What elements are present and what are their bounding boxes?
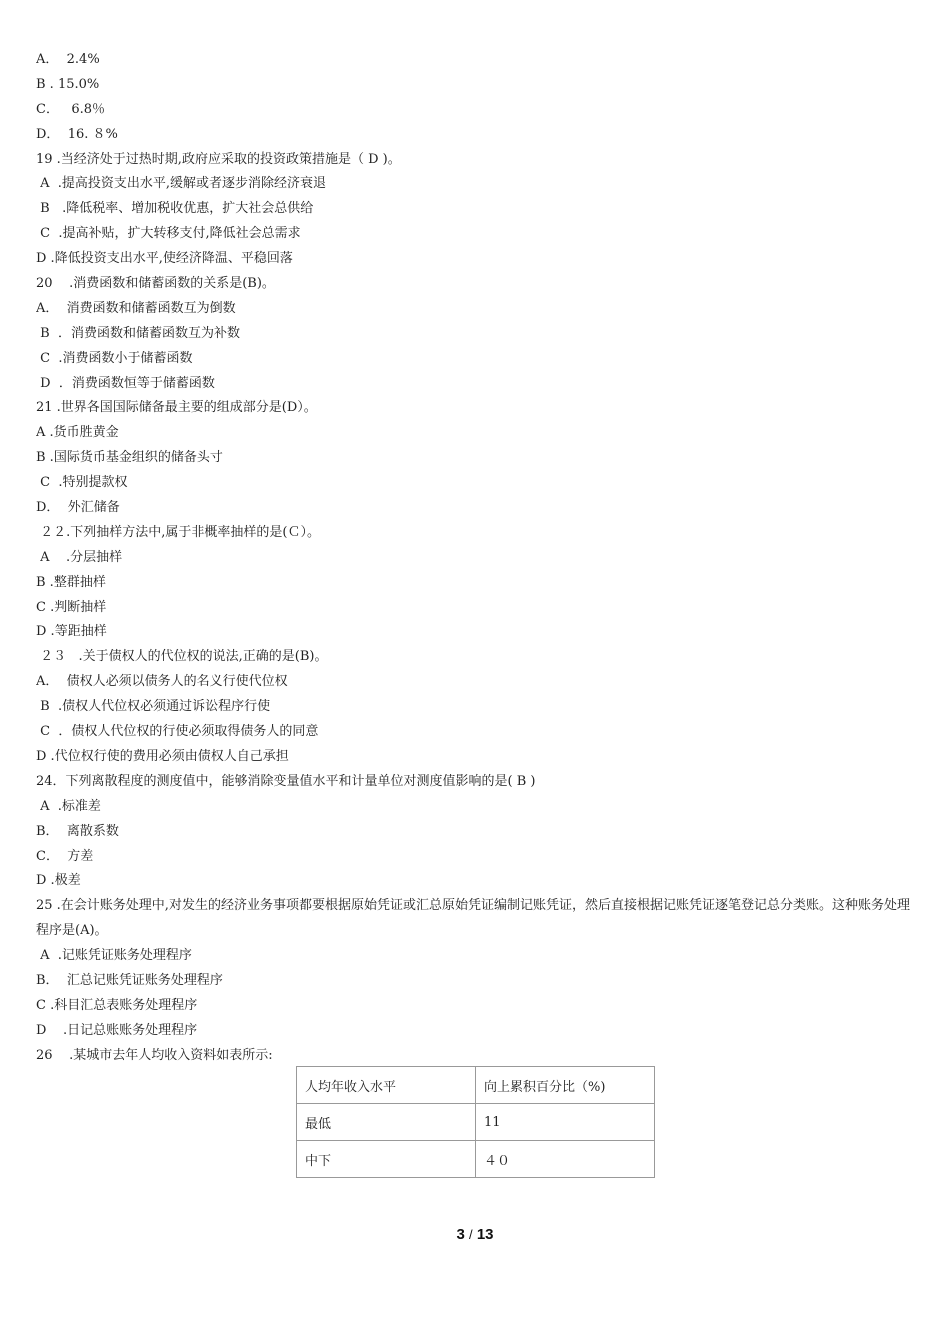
text-line: C． 方差 bbox=[36, 848, 94, 864]
text-line: C .判断抽样 bbox=[36, 599, 107, 615]
text-line: 26 .某城市去年人均收入资料如表所示: bbox=[36, 1047, 273, 1063]
text-line: C .提高补贴，扩大转移支付,降低社会总需求 bbox=[36, 226, 301, 242]
text-line: D .等距抽样 bbox=[36, 624, 107, 640]
text-line: D ．消费函数恒等于储蓄函数 bbox=[36, 375, 215, 391]
text-line: ２３ .关于债权人的代位权的说法,正确的是(B)。 bbox=[36, 649, 328, 665]
text-line: B． 离散系数 bbox=[36, 823, 119, 839]
text-line: A． 2.4% bbox=[36, 52, 100, 67]
current-page: 3 bbox=[456, 1226, 465, 1243]
table-row bbox=[297, 1141, 655, 1178]
page-separator: / bbox=[469, 1227, 473, 1242]
table-cell: ４０ bbox=[476, 1141, 655, 1178]
text-line: B .降低税率、增加税收优惠，扩大社会总供给 bbox=[36, 201, 314, 217]
total-pages: 13 bbox=[476, 1226, 494, 1243]
text-line: B . 15.0% bbox=[36, 76, 100, 92]
text-line: D .日记总账账务处理程序 bbox=[36, 1022, 198, 1038]
text-line: D． 外汇储备 bbox=[36, 500, 120, 516]
table-header-cell: 向上累积百分比（%) bbox=[476, 1067, 655, 1104]
table-header-cell: 人均年收入水平 bbox=[297, 1067, 476, 1104]
text-line: D .极差 bbox=[36, 873, 81, 889]
text-line: C ．债权人代位权的行使必须取得债务人的同意 bbox=[36, 724, 319, 740]
question-text bbox=[36, 48, 916, 1069]
text-line: B .国际货币基金组织的储备头寸 bbox=[36, 450, 223, 466]
text-line: A .货币胜黄金 bbox=[36, 425, 119, 441]
text-line: A .记账凭证账务处理程序 bbox=[36, 948, 192, 964]
table-cell: 最低 bbox=[297, 1104, 476, 1141]
text-line: D .代位权行使的费用必须由债权人自己承担 bbox=[36, 748, 289, 764]
text-line: C． 6.8％ bbox=[36, 101, 106, 117]
page-indicator bbox=[0, 1226, 950, 1243]
text-line: B． 汇总记账凭证账务处理程序 bbox=[36, 972, 223, 988]
text-line: B ．消费函数和储蓄函数互为补数 bbox=[36, 325, 240, 341]
text-line: A .标准差 bbox=[36, 798, 101, 814]
text-line: B .债权人代位权必须通过诉讼程序行使 bbox=[36, 699, 271, 715]
table-cell: 中下 bbox=[297, 1141, 476, 1178]
table-cell: 11 bbox=[476, 1104, 655, 1141]
text-line: C .消费函数小于储蓄函数 bbox=[36, 350, 193, 366]
text-line: A .提高投资支出水平,缓解或者逐步消除经济衰退 bbox=[36, 176, 327, 192]
text-line: C .特别提款权 bbox=[36, 475, 128, 491]
text-line: A .分层抽样 bbox=[36, 549, 123, 565]
text-line: D .降低投资支出水平,使经济降温、平稳回落 bbox=[36, 251, 293, 267]
text-line: A． 消费函数和储蓄函数互为倒数 bbox=[36, 300, 236, 316]
text-line: 24．下列离散程度的测度值中，能够消除变量值水平和计量单位对测度值影响的是( B ) bbox=[36, 773, 536, 789]
income-table bbox=[296, 1066, 655, 1178]
text-line: ２２.下列抽样方法中,属于非概率抽样的是(Ｃ）。 bbox=[36, 524, 320, 540]
text-line: B .整群抽样 bbox=[36, 574, 106, 590]
text-line: C .科目汇总表账务处理程序 bbox=[36, 997, 198, 1013]
table-row bbox=[297, 1104, 655, 1141]
text-line: 25 .在会计账务处理中,对发生的经济业务事项都要根据原始凭证或汇总原始凭证编制记账凭证，然后直接根据记账凭证逐笔登记总分类账。这种账务处理程序是(A)。 bbox=[36, 898, 910, 939]
text-line: 21 .世界各国国际储备最主要的组成部分是(D）。 bbox=[36, 400, 317, 416]
text-line: 19 .当经济处于过热时期,政府应采取的投资政策措施是（ D )。 bbox=[36, 151, 401, 167]
text-line: D． 16. ８% bbox=[36, 126, 118, 142]
text-line: A． 债权人必须以债务人的名义行使代位权 bbox=[36, 674, 288, 690]
table-header-row bbox=[297, 1067, 655, 1104]
text-line: 20 .消费函数和储蓄函数的关系是(B)。 bbox=[36, 276, 275, 292]
